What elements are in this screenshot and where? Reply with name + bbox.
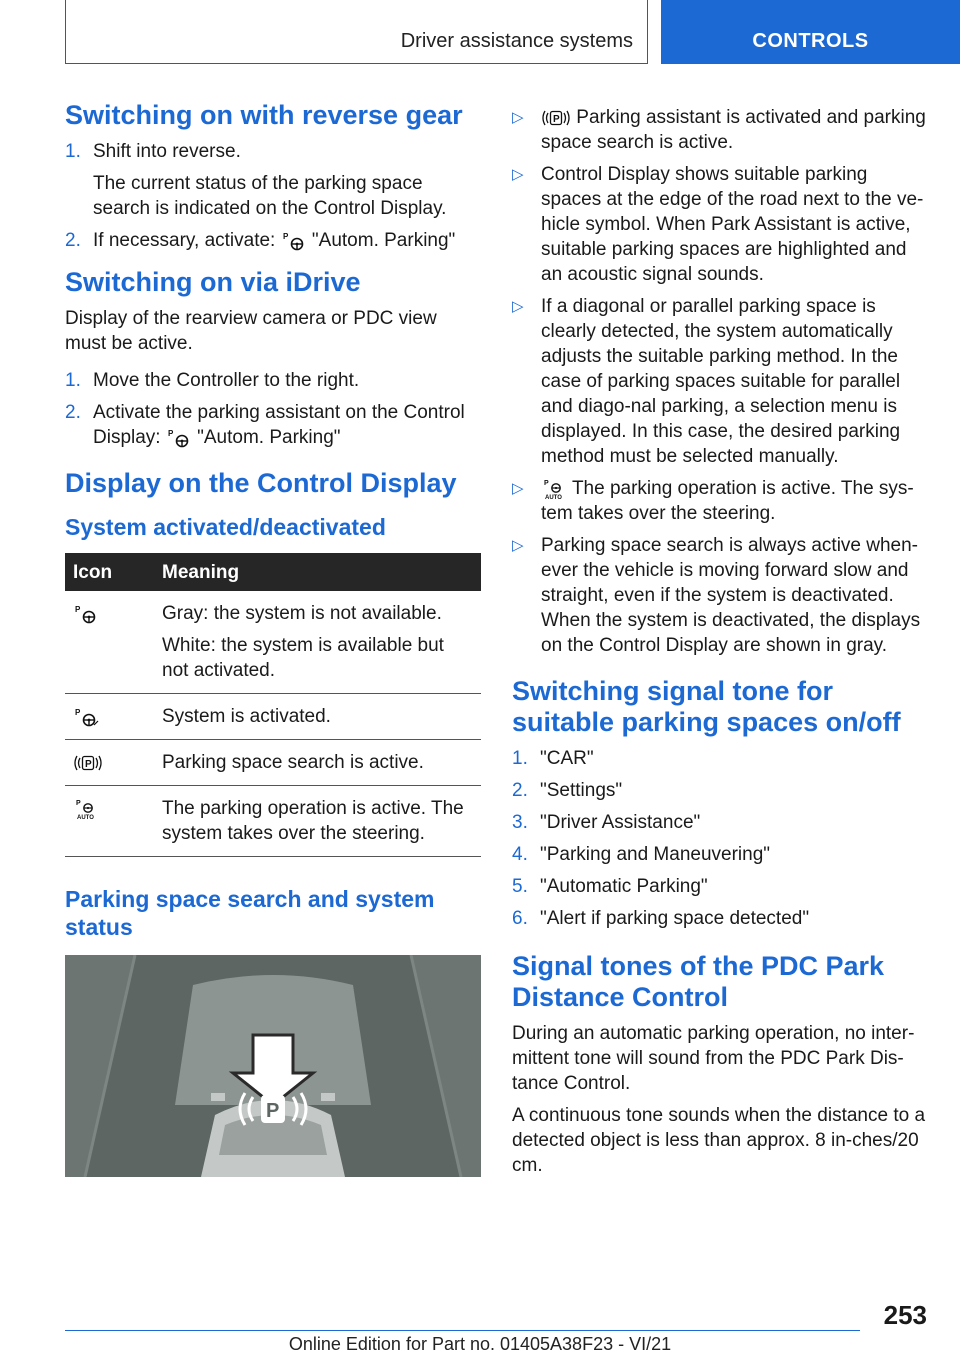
idrive-steps	[65, 368, 481, 450]
footer-divider	[65, 1330, 860, 1331]
heading-display: Display on the Control Display	[65, 468, 457, 498]
step-number: 1.	[65, 370, 81, 391]
bullet-text: Parking space search is always active when-ever the vehicle is moving forward slow and straight, even if the system is deactivated. When the system is deactivated, the displays on the Control Display are shown in gray.	[541, 535, 921, 656]
left-column	[65, 100, 481, 1184]
parking-assistant-active-icon	[73, 707, 99, 727]
step-number: 5.	[512, 876, 528, 897]
bullet-text: The parking operation is active. The sys-tem takes over the steering.	[541, 478, 914, 524]
list-item	[65, 368, 481, 393]
parking-assistant-icon	[166, 428, 192, 448]
subheading-search-status: Parking space search and system status	[65, 886, 435, 940]
bullet-triangle-icon: ▷	[512, 537, 524, 554]
pdc-paragraph: During an automatic parking operation, no inter-mittent tone will sound from the PDC Park Dis-tance Control.	[512, 1023, 915, 1094]
menu-label: "Autom. Parking"	[197, 427, 341, 448]
heading-signal-tone: Switching signal tone for suitable parking spaces on/off	[512, 676, 901, 737]
idrive-intro: Display of the rearview camera or PDC view must be active.	[65, 308, 437, 354]
list-item	[512, 162, 930, 287]
meaning-text: System is activated.	[162, 706, 331, 727]
meaning-text: Parking space search is active.	[162, 752, 424, 773]
heading-reverse-gear: Switching on with reverse gear	[65, 100, 463, 130]
list-item	[512, 294, 930, 469]
parking-assistant-icon	[73, 604, 99, 624]
list-item	[65, 139, 481, 221]
step-number: 2.	[512, 780, 528, 801]
table-header-row	[65, 553, 481, 591]
bullet-text: Control Display shows suitable parking spaces at the edge of the road next to the ve-hicle symbol. When Park Assistant is active, suitable parking spaces are highlighted and an acoustic signal sounds.	[541, 164, 924, 285]
step-number: 2.	[65, 402, 81, 423]
chapter-tab: CONTROLS	[661, 0, 960, 64]
list-item	[512, 810, 930, 835]
step-text: Move the Controller to the right.	[93, 370, 360, 391]
step-number: 2.	[65, 230, 81, 251]
menu-path-item: "Parking and Maneuvering"	[540, 844, 771, 865]
right-column	[512, 105, 930, 1185]
status-bullets	[512, 105, 930, 658]
meaning-text: White: the system is available but not activated.	[162, 635, 444, 681]
list-item	[512, 842, 930, 867]
list-item	[512, 746, 930, 771]
list-item	[512, 874, 930, 899]
column-header: Meaning	[154, 553, 481, 591]
pdc-paragraph: A continuous tone sounds when the distance to a detected object is less than approx. 8 in-ches/20 cm.	[512, 1105, 926, 1176]
menu-label: "Autom. Parking"	[311, 230, 456, 251]
page-header	[0, 0, 960, 66]
meaning-text: Gray: the system is not available.	[162, 603, 442, 624]
step-text: Shift into reverse.	[93, 141, 241, 162]
menu-path-item: "Alert if parking space detected"	[540, 908, 810, 929]
bullet-triangle-icon: ▷	[512, 480, 524, 497]
table-row	[65, 786, 481, 857]
bullet-triangle-icon: ▷	[512, 166, 524, 183]
subheading-system-status: System activated/deactivated	[65, 514, 386, 540]
menu-path-item: "Settings"	[540, 780, 623, 801]
step-subtext: The current status of the parking space search is indicated on the Control Display.	[93, 173, 447, 219]
heading-idrive: Switching on via iDrive	[65, 267, 361, 297]
signal-tone-steps	[512, 746, 930, 931]
bullet-text: If a diagonal or parallel parking space is clearly detected, the system automatically adjusts the suitable parking method. In the case of parking spaces suitable for parallel and diago-nal parking, a selection menu is displayed. In this case, the desired parking method must be selected manually.	[541, 296, 901, 467]
step-number: 4.	[512, 844, 528, 865]
step-number: 6.	[512, 908, 528, 929]
section-title: Driver assistance systems	[65, 0, 648, 64]
list-item	[512, 778, 930, 803]
menu-path-item: "Automatic Parking"	[540, 876, 708, 897]
bullet-triangle-icon: ▷	[512, 298, 524, 315]
bullet-triangle-icon: ▷	[512, 109, 524, 126]
list-item	[65, 400, 481, 450]
page-number: 253	[883, 1300, 927, 1330]
parking-space-search-icon	[73, 753, 103, 773]
parking-display-illustration	[65, 955, 481, 1177]
reverse-gear-steps	[65, 139, 481, 253]
step-text: If necessary, activate:	[93, 230, 276, 251]
icon-meaning-table	[65, 553, 481, 857]
step-number: 1.	[65, 141, 81, 162]
list-item	[65, 228, 481, 253]
heading-pdc-tones: Signal tones of the PDC Park Distance Control	[512, 951, 885, 1012]
bullet-text: Parking assistant is activated and parking space search is active.	[541, 107, 926, 153]
table-row	[65, 740, 481, 786]
parking-auto-icon	[73, 798, 99, 820]
step-number: 1.	[512, 748, 528, 769]
list-item	[512, 105, 930, 155]
menu-path-item: "CAR"	[540, 748, 594, 769]
step-text: Activate the parking assistant on the Control Display:	[93, 402, 465, 448]
step-number: 3.	[512, 812, 528, 833]
list-item	[512, 906, 930, 931]
menu-path-item: "Driver Assistance"	[540, 812, 701, 833]
column-header: Icon	[65, 553, 154, 591]
svg-text:P: P	[266, 1100, 280, 1122]
table-row	[65, 591, 481, 694]
meaning-text: The parking operation is active. The system takes over the steering.	[162, 798, 464, 844]
edition-note: Online Edition for Part no. 01405A38F23 - VI/21	[288, 1334, 672, 1354]
parking-space-search-icon	[541, 108, 571, 128]
list-item	[512, 476, 930, 526]
list-item	[512, 533, 930, 658]
parking-assistant-icon	[281, 231, 307, 251]
table-row	[65, 694, 481, 740]
parking-auto-icon	[541, 478, 567, 500]
